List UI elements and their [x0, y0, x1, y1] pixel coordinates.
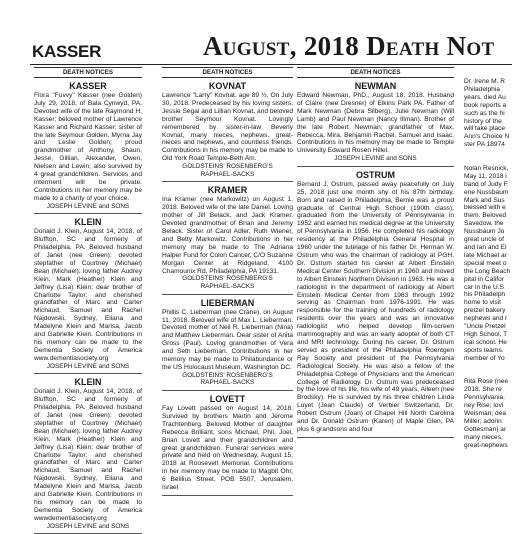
deceased-name: NEWMAN	[354, 81, 397, 91]
notice-column-3	[295, 66, 456, 512]
column-heading: DEATH NOTICES	[297, 67, 454, 78]
funeral-home-signature: JOSEPH LEVINE and SONS	[334, 155, 417, 163]
truncated-text-line: the Long Beach	[464, 267, 511, 275]
funeral-home-signature: GOLDSTEINS' ROSENBERG'S RAPHAEL-SACKS	[182, 163, 273, 178]
column-heading: DEATH NOTICES	[34, 67, 142, 78]
truncated-text-line: Dr. Irene M. R	[464, 78, 506, 85]
obituary-notice	[34, 217, 142, 374]
truncated-text-line: ical school. He	[464, 338, 507, 346]
truncated-text-line: May 11, 2018 i	[464, 172, 507, 180]
truncated-text-line: Miller; adorin	[464, 417, 502, 425]
truncated-text-line: car in the U.S	[464, 283, 504, 291]
truncated-text-line: band of Judy F	[464, 180, 508, 188]
obituary-text: Donald J. Klein, August 14, 2018, of Bluffton, SC and formerly of Philadelphia, PA. Beloved husband of Janet (nee Green); devoted stepfather of Courtney (Michael) Bean (Michael); loving father Audrey Klein, Mark (Heather) Klein and Jeffrey (Lisa) Klein; dear brother of Charlotte Taylor; and cherished grandfather of Marc and Carter Michaud, Samuel and Rachel Najdowski, Sydney, Eliana and Madelyne Klein and Marisa, Jacob and Gabrielle Klein. Contributions in his memory can be made to the Dementia Society of America www.dementiasociety.org	[34, 228, 142, 362]
truncated-text-line: High School, T	[464, 330, 508, 338]
truncated-text-line: sports teams.	[464, 346, 504, 354]
truncated-text-line: Pennsylvania.	[464, 394, 506, 402]
truncated-text-line: ene Nussbaum	[464, 188, 509, 196]
page-name-label: KASSER	[32, 42, 102, 61]
obituary-text: Flora "Fuvvy" Kasser (nee Golden) July 29, 2018, of Bala Cynwyd, PA. Devoted wife of the late Raymond H. Kasser; beloved mother of Lawrence Kasser and Richard Kasser; sister of the late Seymour Golden, Myrna Jay and Leslie Golden; proud grandmother of Anthony, Shaun, Jesse, Gillian, Alexander, Owen, Nielsen and Lewin; also survived by 4 great grandchildren. Services and interment will be private. Contributions in her memory may be made to a charity of your choice.	[34, 92, 142, 202]
truncated-text-line: them. Beloved	[464, 212, 507, 220]
column-heading: DEATH NOTICES	[162, 67, 293, 78]
deceased-name: LIEBERMAN	[200, 297, 255, 308]
deceased-name: KASSER	[69, 81, 107, 91]
truncated-text-line: pital in Califor	[464, 275, 504, 283]
obituary-notice	[297, 81, 454, 167]
truncated-text-line: special meet o	[464, 259, 507, 267]
truncated-text-line: home to visit	[464, 299, 502, 307]
page-title: August, 2018 Death Not	[203, 31, 495, 61]
header-rule	[30, 64, 512, 65]
truncated-text-line: will take place	[464, 125, 506, 133]
obituary-notice	[297, 170, 454, 438]
truncated-text-line: Rita Rose (nee	[464, 378, 508, 386]
truncated-text-line: his Philadelph	[464, 291, 506, 299]
obituary-text: Donald J. Klein, August 14, 2018, of Bluffton, SC and formerly of Philadelphia, PA. Beloved husband of Janet (nee Green); devoted stepfather of Courtney (Michael) Bean (Michael); loving father Audrey Klein, Mark (Heather) Klein and Jeffrey (Lisa) Klein; dear brother of Charlotte Taylor; and cherished grandfather of Marc and Carter Michaud, Samuel and Rachel Najdowski, Sydney, Eliana and Madelyne Klein and Marisa, Jacob and Gabrielle Klein. Contributions in his memory can be made to Dementia Society of America wwwdementiasociety.org	[34, 388, 142, 522]
obituary-notice	[34, 377, 142, 534]
deceased-name: KLEIN	[74, 217, 102, 228]
truncated-text-line: ney Rise; lovi	[464, 402, 504, 410]
truncated-text-line: Savedow, the	[464, 220, 504, 228]
truncated-text-line: member of Yo	[464, 354, 505, 362]
truncated-text-line: and Ian and El	[464, 244, 507, 251]
truncated-text-line: 2018. She re	[464, 386, 502, 394]
truncated-text-line: great uncle of	[464, 236, 504, 244]
truncated-text-line: Gottesman) ar	[464, 425, 507, 433]
obituary-notice	[34, 81, 142, 214]
funeral-home-signature: GOLDSTEINS' ROSENBERG'S RAPHAEL-SACKS	[182, 371, 273, 387]
truncated-text-line: Philadelphia	[464, 85, 500, 93]
truncated-text-line: Weisman; dea	[464, 410, 507, 417]
truncated-text-line	[464, 157, 510, 165]
truncated-text-line: history of the	[464, 117, 502, 125]
notice-column-1	[32, 66, 144, 530]
funeral-home-signature: JOSEPH LEVINE and SONS	[46, 362, 130, 370]
obituary-notice	[162, 298, 293, 391]
obituary-text: Bernard J. Ostrum, passed away peacefully on July 25, 2018 just one month shy of his 87th birthday. Born and raised in Philadelphia, Bernie was a proud graduate of Central High School (190th class), graduated from the University of Pennsylvania in 1952 and earned his medical degree at the University of Pennsylvania in 1956. He completed his radiology residency at the Philadelphia General Hospital in 1960 under the tutelage of his father Dr. Herman W. Ostrum who was the chairman of radiology at PGH. Dr. Ostrum started his career at Albert Einstein Medical Center Southern Division in 1960 and moved to Albert Einstein Northern Division in 1963. He was a radiologist in the department of radiology at Albert Einstein Medical Center from 1963 through 1992 serving as Chairman from 1976-1991. He was responsible for the training of hundreds of radiology residents over the years and was an innovative radiologist who helped develop film-screen mammography and was an early adopter of both CT and MRI technology. During his career, Dr. Ostrum served as president of the Philadelphia Roentgen Ray Society and president of the Pennsylvania Radiological Society. He was also a fellow of the Philadelphia College of Physicians and the American College of Radiology. Dr. Ostrum was predeceased by the love of his life, his wife of 49 years, Aileen (nee Brodsky). He is survived by his three children Linda Luyet (Jean Claude) of Verbier Switzerland, Dr. Robert Ostrum (Joan) of Chapel Hill North Carolina and Dr. Donald Ostrum (Karen) of Maple Glen, PA plus 6 grandsons and four	[297, 180, 454, 433]
obituary-text: Fay Lovett passed on August 14, 2018. Survived by brothers Martin and Jerome Trachtenberg. Beloved Mother of daughter Rebecca Brilliant, sons Michael, Phil, Joel, Brian Lovett and their grandchildren and great grandchildren. Funeral services were private and held on Wednesday, August 15, 2018 at Roosevelt Memorial. Contributions in her memory may be made to Magbit Ohr, 6 Beillius Street, POB 5507, Jerusalem, Israel	[162, 405, 293, 492]
obituary-notice	[162, 394, 293, 496]
truncated-text-line: nephews and r	[464, 315, 508, 323]
deceased-name: KRAMER	[207, 185, 248, 196]
truncated-text-line: Nolan Resnick,	[464, 164, 509, 172]
truncated-text-line	[464, 370, 510, 378]
truncated-text-line: "Uncle Pretzel	[464, 323, 506, 331]
deceased-name: KLEIN	[74, 377, 102, 388]
deceased-name: OSTRUM	[356, 169, 395, 180]
obituary-text: Edward Newman, PhD., August 18, 2018. Husband of Claire (nee Dresner) of Elkins Park PA. Father of Mark Newman (Debra Silberg), Julie Newman (Will Lamb) and Paul Newman (Nancy Illman). Brother of the late Robert Newman; grandfather of Max, Rebecca, Mira, Benjamin Rachel, Samuel and Isaac. Contributions in his memory may be made to Temple University Edward Rosen Hillel.	[297, 92, 454, 155]
truncated-text-line: Ann's Choice N	[464, 133, 510, 141]
funeral-home-signature: GOLDSTEINS' ROSENBERG'S RAPHAEL-SACKS	[182, 275, 273, 290]
truncated-text-line: such as the hi	[464, 109, 505, 117]
obituary-text: Lawrence "Larry" Kovnat, age 89 ½, On July 30, 2018. Predeceased by his loving sisters, Jessie Segal and Lillian Kovnat, and beloved brother Seymour Kovnat. Lovingly remembered by sister-in-law Beverly Kovnat, many nieces, nephews, great-nieces and nephews, and countless friends. Contributions in his memory may be made to Old York Road Temple-Beth Am.	[162, 92, 293, 163]
obituary-notice	[162, 81, 293, 182]
obituary-notice	[162, 185, 293, 294]
truncated-text-line: late Michael ar	[464, 251, 507, 259]
truncated-text-line: Mark and Sus	[464, 196, 505, 204]
truncated-text-line: pretzel bakery	[464, 307, 506, 315]
notice-column-4	[462, 66, 512, 512]
obituary-text: Ina Kramer (nee Markowitz) on August 1, 2018. Beloved wife of the late Daniel. Loving mother of Jill Belack, and Jack Kramer. Devoted grandmother of Brian and Jeremy Belack. Sister of Carol Adler, Ruth Wiener, and Betty Markowitz. Contributions in her memory may be made to The Adriana Halper Fund for Colon Cancer, C/O Suzanne Morgan Center at Ridgeland, 4100 Chamounix Rd, Philadelphia, PA 19131.	[162, 196, 293, 275]
truncated-text-line	[464, 363, 510, 371]
truncated-text-line: great-nephews	[464, 441, 508, 449]
truncated-text-line: book reports a	[464, 101, 507, 109]
funeral-home-signature: JOSEPH LEVINE and SONS	[46, 202, 130, 210]
truncated-text-line: many nieces,	[464, 433, 503, 441]
truncated-text-line: ster PA 18974	[464, 141, 505, 149]
deceased-name: KOVNAT	[208, 81, 247, 91]
deceased-name: LOVETT	[209, 394, 246, 405]
notice-column-2	[160, 66, 295, 512]
truncated-text-line	[464, 149, 510, 157]
truncated-text-line: blessed with e	[464, 204, 506, 212]
obituary-text: Phillis C. Lieberman (nee Crane), on August 11, 2018. Beloved wife of Max L. Lieberman. Devoted mother of Neil R. Lieberman (Nina) and Matthew Lieberman. Dear sister of Anita Gross (Paul). Loving grandmother of Vera and Seth Lieberman. Contributions in her memory may be made to Philabundance or the US Holocaust Museum, Washington DC.	[162, 308, 293, 371]
truncated-text-line: years, died Au	[464, 93, 506, 101]
funeral-home-signature: JOSEPH LEVINE and SONS	[46, 522, 130, 530]
truncated-text-line: Nussbaum Jo	[464, 228, 505, 236]
